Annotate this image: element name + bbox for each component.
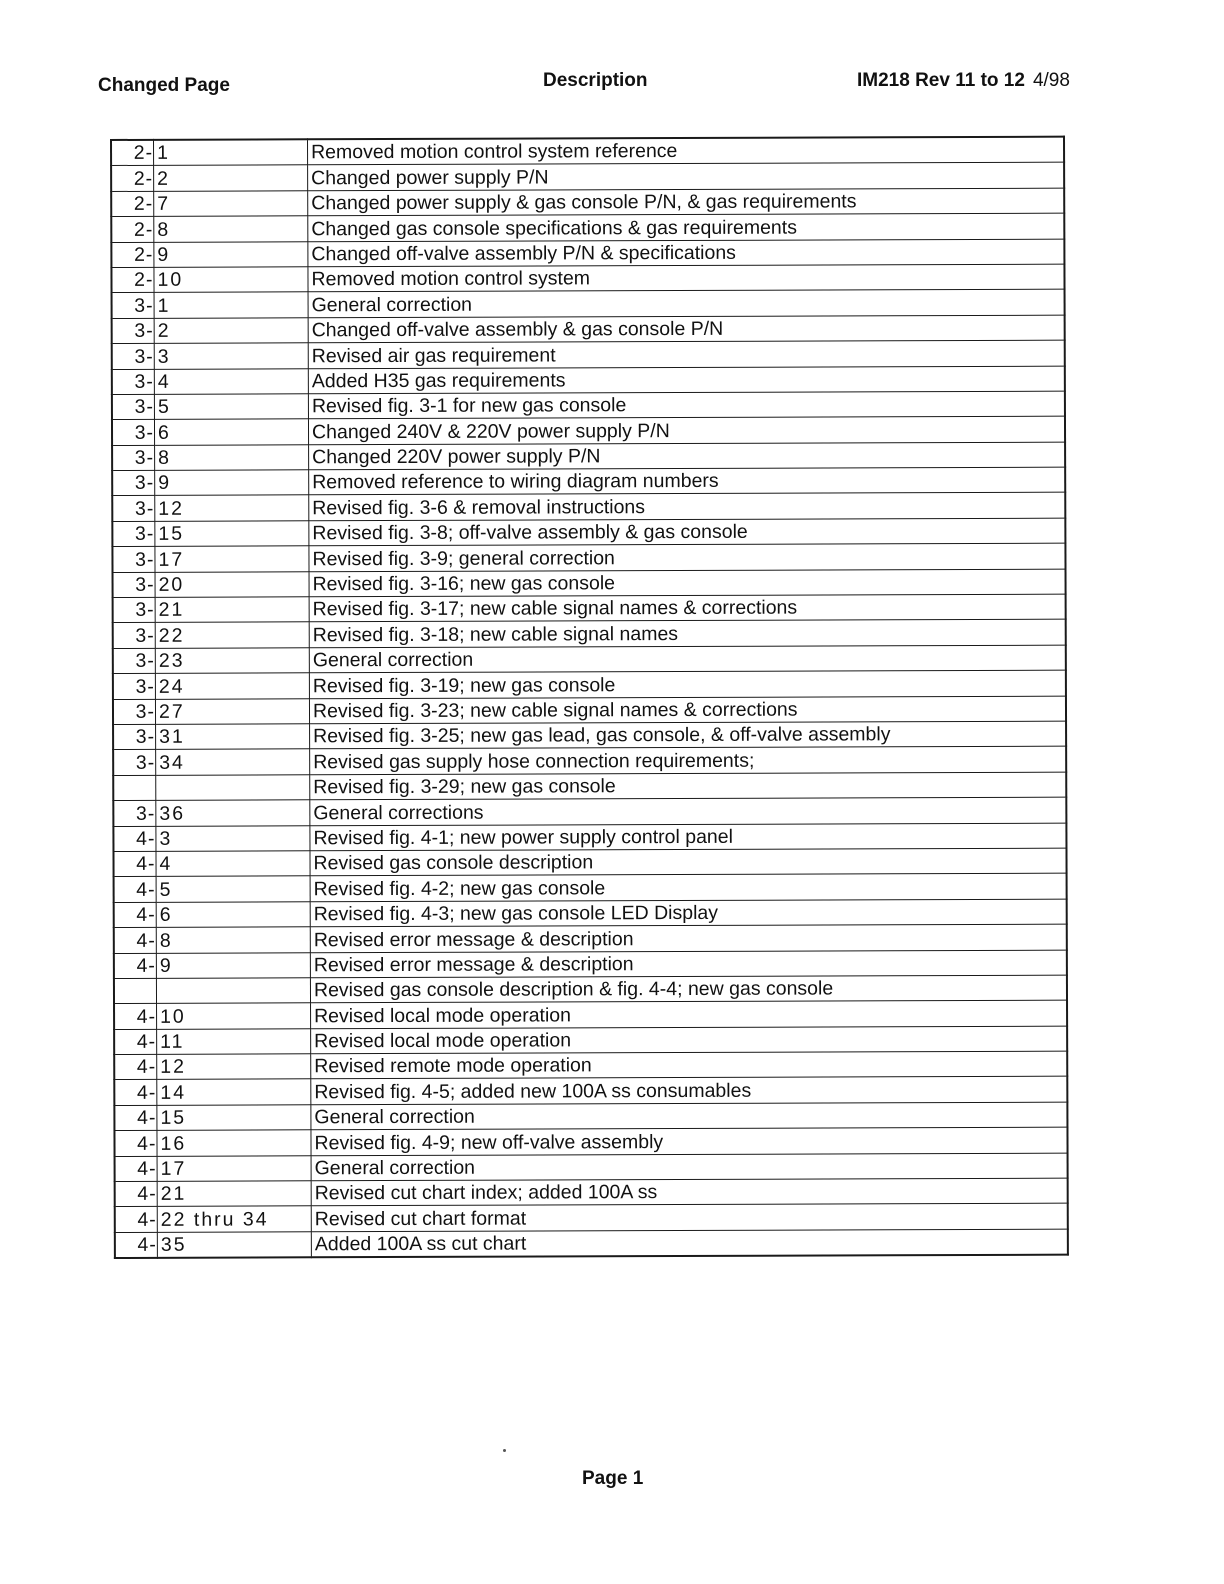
table-row xyxy=(114,899,1067,928)
section-cell: 2- xyxy=(111,140,154,166)
table-row xyxy=(113,645,1066,674)
section-cell: 2- xyxy=(111,166,154,192)
table-row xyxy=(113,772,1066,801)
description-cell: Revised error message & description xyxy=(310,924,1067,952)
section-cell: 4- xyxy=(113,826,156,852)
table-row xyxy=(113,797,1066,826)
page-cell: 12 xyxy=(157,1054,311,1080)
page-cell: 5 xyxy=(154,394,308,420)
page-cell: 4 xyxy=(156,851,310,877)
description-cell: Revised remote mode operation xyxy=(311,1051,1068,1079)
section-cell: 3- xyxy=(113,699,156,725)
description-cell: Revised fig. 3-17; new cable signal names & corrections xyxy=(309,594,1066,622)
section-cell: 4- xyxy=(114,877,157,903)
table-row xyxy=(114,1077,1067,1106)
section-cell xyxy=(114,978,157,1004)
page-cell: 9 xyxy=(155,470,309,496)
page-cell: 1 xyxy=(154,139,308,165)
table-row xyxy=(112,366,1065,395)
description-cell: Revised fig. 4-3; new gas console LED Display xyxy=(310,899,1067,927)
section-cell: 2- xyxy=(111,242,154,268)
table-row xyxy=(112,518,1065,547)
page-cell: 23 xyxy=(155,648,309,674)
page-cell: 1 xyxy=(154,292,308,318)
table-row xyxy=(113,696,1066,725)
page-cell: 21 xyxy=(157,1181,311,1207)
description-cell: Changed 220V power supply P/N xyxy=(309,442,1066,470)
description-cell: Changed off-valve assembly & gas console P/N xyxy=(308,315,1065,343)
description-cell: Revised fig. 3-8; off-valve assembly & gas console xyxy=(309,518,1066,546)
section-cell: 3- xyxy=(112,496,155,522)
table-row xyxy=(112,315,1065,344)
description-cell: Revised fig. 4-9; new off-valve assembly xyxy=(311,1127,1068,1155)
page-number: Page 1 xyxy=(582,1468,644,1489)
description-cell: General corrections xyxy=(310,797,1067,825)
section-cell: 3- xyxy=(112,420,155,446)
description-cell: Revised gas console description & fig. 4-4; new gas console xyxy=(310,975,1067,1003)
page-cell: 34 xyxy=(156,749,310,775)
description-cell: Removed reference to wiring diagram numbers xyxy=(309,467,1066,495)
section-cell: 4- xyxy=(114,902,157,928)
description-cell: Revised fig. 3-18; new cable signal names xyxy=(309,620,1066,648)
section-cell: 3- xyxy=(112,547,155,573)
page-cell: 3 xyxy=(156,825,310,851)
page-cell: 8 xyxy=(154,216,308,242)
table-row xyxy=(113,848,1066,877)
description-cell: Added H35 gas requirements xyxy=(308,366,1065,394)
description-cell: Revised fig. 3-6 & removal instructions xyxy=(309,493,1066,521)
scan-speck xyxy=(503,1449,506,1452)
table-row xyxy=(115,1204,1068,1233)
section-cell: 3- xyxy=(113,750,156,776)
table-row xyxy=(114,1051,1067,1080)
description-cell: General correction xyxy=(308,290,1065,318)
description-cell: Revised fig. 3-25; new gas lead, gas console, & off-valve assembly xyxy=(310,721,1067,749)
table-row xyxy=(112,340,1065,369)
page-cell: 2 xyxy=(154,165,308,191)
section-cell: 3- xyxy=(112,293,155,319)
section-cell: 2- xyxy=(111,217,154,243)
section-cell: 4- xyxy=(114,1105,157,1131)
changes-table xyxy=(110,136,1069,1260)
page-cell: 6 xyxy=(154,419,308,445)
page-cell: 36 xyxy=(156,800,310,826)
table-row xyxy=(114,924,1067,953)
page-cell: 6 xyxy=(156,902,310,928)
section-cell: 3- xyxy=(112,521,155,547)
description-cell: Revised air gas requirement xyxy=(308,340,1065,368)
description-cell: Changed 240V & 220V power supply P/N xyxy=(308,416,1065,444)
description-cell: Removed motion control system xyxy=(308,264,1065,292)
table-row xyxy=(112,493,1065,522)
page-cell: 35 xyxy=(157,1232,311,1258)
description-cell: Revised gas console description xyxy=(310,848,1067,876)
description-cell: Revised fig. 3-1 for new gas console xyxy=(308,391,1065,419)
section-cell: 3- xyxy=(113,623,156,649)
section-cell: 3- xyxy=(112,445,155,471)
page-cell: 22 xyxy=(155,622,309,648)
page-cell xyxy=(156,978,310,1004)
table-row xyxy=(114,1026,1067,1055)
section-cell: 4- xyxy=(114,1004,157,1030)
table-row xyxy=(113,670,1066,699)
section-cell: 3- xyxy=(113,648,156,674)
table-row xyxy=(112,290,1065,319)
section-cell: 3- xyxy=(113,572,156,598)
page-cell: 20 xyxy=(155,571,309,597)
table-row xyxy=(115,1229,1068,1258)
page-cell: 15 xyxy=(157,1105,311,1131)
table-row xyxy=(115,1178,1068,1207)
section-cell: 4- xyxy=(114,927,157,953)
table-row xyxy=(114,1000,1067,1029)
description-cell: Revised error message & description xyxy=(310,950,1067,978)
section-cell: 3- xyxy=(112,394,155,420)
section-cell: 3- xyxy=(112,470,155,496)
page-cell: 3 xyxy=(154,343,308,369)
page-cell: 10 xyxy=(154,267,308,293)
table-row xyxy=(112,442,1065,471)
description-cell: Revised fig. 3-19; new gas console xyxy=(309,670,1066,698)
section-cell: 4- xyxy=(115,1156,158,1182)
section-cell: 3- xyxy=(112,318,155,344)
table-row xyxy=(113,620,1066,649)
section-cell: 4- xyxy=(115,1207,158,1233)
description-cell: Revised fig. 3-16; new gas console xyxy=(309,569,1066,597)
table-row xyxy=(113,747,1066,776)
table-row xyxy=(111,188,1064,217)
page-cell: 24 xyxy=(155,673,309,699)
table-row xyxy=(113,823,1066,852)
table-row xyxy=(111,213,1064,242)
page-cell: 8 xyxy=(156,927,310,953)
page-cell: 15 xyxy=(155,521,309,547)
description-cell: General correction xyxy=(309,645,1066,673)
page-cell: 8 xyxy=(155,444,309,470)
section-cell: 3- xyxy=(113,801,156,827)
table-row xyxy=(112,543,1065,572)
table-row xyxy=(111,264,1064,293)
page-cell: 9 xyxy=(156,952,310,978)
description-cell: Removed motion control system reference xyxy=(308,137,1065,166)
section-cell: 4- xyxy=(115,1232,158,1258)
table-row xyxy=(114,950,1067,979)
section-cell: 3- xyxy=(113,724,156,750)
description-cell: Changed gas console specifications & gas requirements xyxy=(308,213,1065,241)
section-cell: 3- xyxy=(112,343,155,369)
table-row xyxy=(111,239,1064,268)
description-cell: Added 100A ss cut chart xyxy=(311,1229,1068,1258)
page-cell: 16 xyxy=(157,1130,311,1156)
description-cell: Revised fig. 4-1; new power supply control panel xyxy=(310,823,1067,851)
description-cell: Changed power supply & gas console P/N, & gas requirements xyxy=(308,188,1065,216)
table-row xyxy=(112,391,1065,420)
section-cell: 4- xyxy=(114,1080,157,1106)
section-cell: 2- xyxy=(111,267,154,293)
section-cell xyxy=(113,775,156,801)
section-cell: 2- xyxy=(111,191,154,217)
description-cell: Revised local mode operation xyxy=(311,1000,1068,1028)
section-cell: 3- xyxy=(113,674,156,700)
section-cell: 3- xyxy=(113,597,156,623)
description-cell: Revised fig. 3-23; new cable signal names & corrections xyxy=(309,696,1066,724)
description-cell: General correction xyxy=(311,1153,1068,1181)
section-cell: 3- xyxy=(112,369,155,395)
description-cell: Revised cut chart index; added 100A ss xyxy=(311,1178,1068,1206)
description-cell: Revised fig. 3-29; new gas console xyxy=(310,772,1067,800)
page-cell: 17 xyxy=(155,546,309,572)
description-cell: Changed power supply P/N xyxy=(308,163,1065,191)
section-cell: 4- xyxy=(115,1181,158,1207)
section-cell: 4- xyxy=(113,851,156,877)
description-cell: General correction xyxy=(311,1102,1068,1130)
page-cell: 27 xyxy=(155,698,309,724)
page-cell: 2 xyxy=(154,318,308,344)
description-cell: Revised fig. 4-5; added new 100A ss consumables xyxy=(311,1077,1068,1105)
description-cell: Changed off-valve assembly P/N & specifications xyxy=(308,239,1065,267)
table-row xyxy=(114,1127,1067,1156)
page-cell xyxy=(156,775,310,801)
table-row xyxy=(114,1102,1067,1131)
page-cell: 9 xyxy=(154,241,308,267)
table-row xyxy=(113,594,1066,623)
page-cell: 31 xyxy=(156,724,310,750)
table-row xyxy=(113,569,1066,598)
section-cell: 4- xyxy=(114,1029,157,1055)
table-row xyxy=(112,416,1065,445)
page-cell: 11 xyxy=(157,1028,311,1054)
page-cell: 21 xyxy=(155,597,309,623)
table-row xyxy=(112,467,1065,496)
document-revision-header xyxy=(857,70,1070,92)
section-cell: 4- xyxy=(114,1131,157,1157)
table-row xyxy=(111,163,1064,192)
table-row xyxy=(114,975,1067,1004)
section-cell: 4- xyxy=(114,1054,157,1080)
table-row xyxy=(114,873,1067,902)
page-cell: 4 xyxy=(154,368,308,394)
description-cell: Revised gas supply hose connection requirements; xyxy=(310,747,1067,775)
page-cell: 7 xyxy=(154,191,308,217)
description-cell: Revised local mode operation xyxy=(311,1026,1068,1054)
description-cell: Revised fig. 4-2; new gas console xyxy=(310,873,1067,901)
table-row xyxy=(111,137,1064,166)
column-header-description: Description xyxy=(543,70,648,91)
revision-label: IM218 Rev 11 to 12 xyxy=(857,70,1025,91)
page-cell: 10 xyxy=(157,1003,311,1029)
column-header-changed-page: Changed Page xyxy=(98,75,230,96)
page-cell: 22 thru 34 xyxy=(157,1206,311,1232)
section-cell: 4- xyxy=(114,953,157,979)
page-cell: 17 xyxy=(157,1155,311,1181)
table-row xyxy=(113,721,1066,750)
page-cell: 14 xyxy=(157,1079,311,1105)
description-cell: Revised cut chart format xyxy=(311,1204,1068,1232)
page-cell: 5 xyxy=(156,876,310,902)
table-row xyxy=(115,1153,1068,1182)
description-cell: Revised fig. 3-9; general correction xyxy=(309,543,1066,571)
changes-table-body xyxy=(111,137,1068,1259)
page-cell: 12 xyxy=(155,495,309,521)
revision-date: 4/98 xyxy=(1032,70,1070,91)
